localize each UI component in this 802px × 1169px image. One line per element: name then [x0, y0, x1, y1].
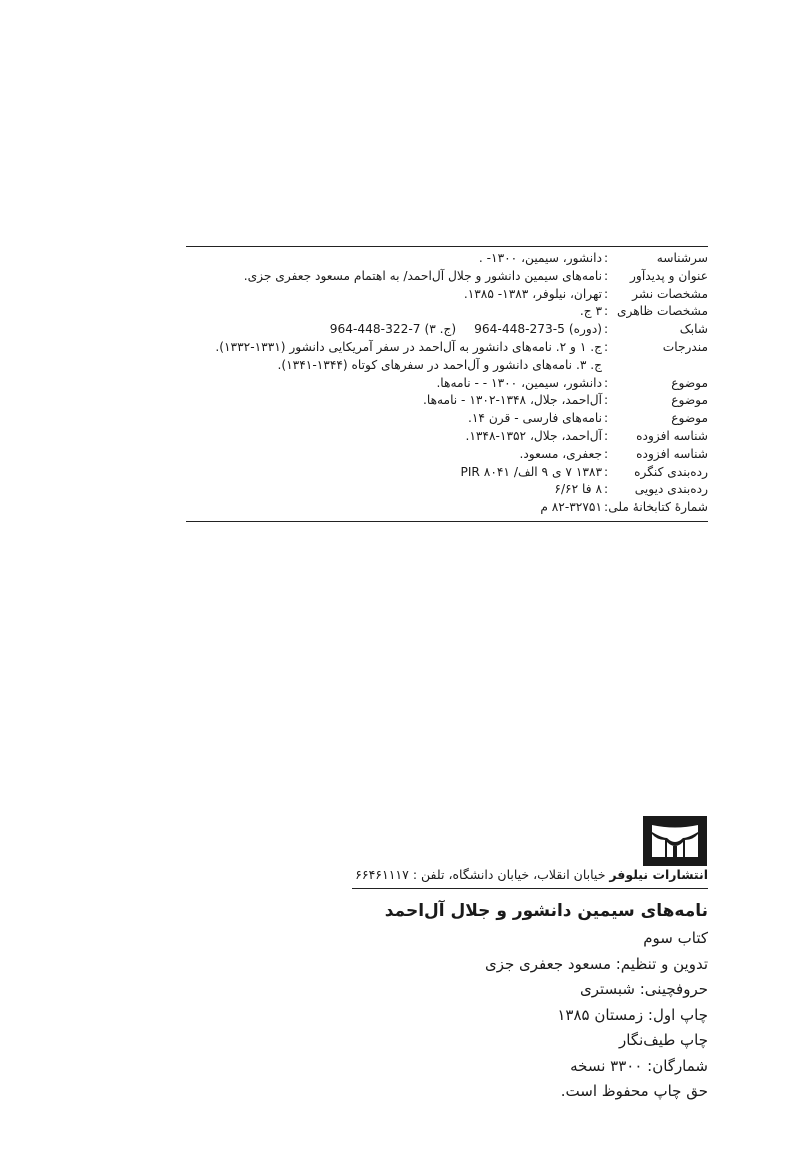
cip-value-line: آل‌احمد، جلال، ۱۳۵۲-۱۳۴۸. — [465, 428, 602, 443]
publisher-line — [352, 867, 708, 882]
publisher-rule — [352, 888, 708, 889]
cip-block — [186, 246, 708, 522]
cip-row — [186, 339, 708, 375]
cip-colon: : — [603, 428, 609, 443]
cip-row — [186, 303, 708, 321]
cip-row — [186, 250, 708, 268]
cip-colon: : — [603, 251, 609, 265]
cip-value-line: ۱۳۸۳ ۷ ی ۹ الف/ PIR ۸۰۴۱ — [460, 464, 602, 479]
cip-row — [186, 410, 708, 428]
cip-value — [186, 339, 602, 375]
cip-row — [186, 481, 708, 499]
cip-label: موضوع — [671, 411, 708, 426]
cip-value-line: نامه‌های سیمین دانشور و جلال آل‌احمد/ به اهتمام مسعود جعفری جزی. — [243, 268, 602, 283]
cip-value — [186, 268, 602, 286]
cip-row — [186, 499, 708, 517]
colophon-line-book-number: کتاب سوم — [643, 929, 708, 947]
cip-row — [186, 464, 708, 482]
cip-value-line: ۸۲-۳۲۷۵۱ م — [540, 500, 602, 515]
cip-colon: : — [603, 464, 609, 479]
cip-colon: : — [603, 393, 609, 408]
isbn-set-tag: (دوره) — [568, 322, 602, 337]
colophon-line-printer: چاپ طیف‌نگار — [619, 1031, 708, 1049]
cip-label: عنوان و پدیدآور — [630, 268, 708, 283]
cip-value-line: ۳ ج. — [579, 304, 602, 319]
cip-label: رده‌بندی دیویی — [634, 482, 708, 497]
cip-value — [186, 499, 602, 517]
cip-value — [186, 286, 602, 304]
cip-label: مشخصات ظاهری — [616, 304, 708, 319]
cip-value-line: تهران، نیلوفر، ۱۳۸۳- ۱۳۸۵. — [463, 286, 602, 301]
cip-colon: : — [603, 322, 609, 337]
colophon-line-print-run: شمارگان: ۳۳۰۰ نسخه — [570, 1056, 708, 1075]
cip-value-line: آل‌احمد، جلال، ۱۳۴۸-۱۳۰۲ - نامه‌ها. — [423, 393, 602, 408]
cip-value — [186, 321, 602, 339]
cip-value — [186, 392, 602, 410]
cip-row — [186, 268, 708, 286]
cip-value-line: جعفری، مسعود. — [519, 446, 602, 461]
cip-colon: : — [603, 411, 609, 426]
colophon-line-editor: تدوین و تنظیم: مسعود جعفری جزی — [484, 954, 708, 973]
cip-bottom-rule — [186, 521, 708, 522]
cip-value — [186, 410, 602, 428]
book-title: نامه‌های سیمین دانشور و جلال آل‌احمد — [384, 901, 708, 921]
cip-label: شابک — [679, 322, 708, 337]
cip-value-line: دانشور، سیمین، ۱۳۰۰- . — [478, 251, 602, 265]
cip-value-line: ۸ فا ۶/۶۲ — [554, 482, 602, 497]
colophon — [380, 896, 708, 1105]
cip-colon: : — [603, 304, 609, 319]
cip-value — [186, 375, 602, 393]
cip-value — [186, 464, 602, 482]
colophon-line-edition: چاپ اول: زمستان ۱۳۸۵ — [557, 1005, 708, 1024]
cip-value-line: ج. ۱ و ۲. نامه‌های دانشور به آل‌احمد در سفر آمریکایی دانشور (۱۳۳۱-۱۳۳۲). — [215, 339, 602, 354]
cip-row — [186, 375, 708, 393]
cip-colon: : — [603, 482, 609, 497]
cip-row — [186, 392, 708, 410]
publisher-logo-icon — [643, 816, 707, 866]
cip-label: رده‌بندی کنگره — [634, 464, 708, 479]
cip-colon: : — [603, 446, 609, 461]
cip-value — [186, 250, 602, 268]
cip-label: مشخصات نشر — [632, 286, 708, 301]
cip-value-line: نامه‌های فارسی - قرن ۱۴. — [467, 411, 602, 426]
isbn-volume-tag: (ج. ۳) — [424, 322, 457, 337]
colophon-line-copyright: حق چاپ محفوظ است. — [560, 1082, 708, 1100]
cip-value — [186, 481, 602, 499]
cip-value — [186, 303, 602, 321]
cip-label: موضوع — [671, 375, 708, 390]
cip-colon: : — [603, 268, 609, 283]
cip-colon: : — [603, 500, 609, 515]
cip-row — [186, 428, 708, 446]
cip-colon: : — [603, 339, 609, 354]
publisher-name: انتشارات نیلوفر — [609, 867, 708, 882]
cip-label: سرشناسه — [656, 251, 708, 265]
cip-value-line: دانشور، سیمین، ۱۳۰۰ - - نامه‌ها. — [436, 375, 602, 390]
cip-value — [186, 428, 602, 446]
cip-label: شناسه افزوده — [636, 446, 708, 461]
cip-row — [186, 286, 708, 304]
cip-value-line: ج. ۳. نامه‌های دانشور و آل‌احمد در سفرهای کوتاه (۱۳۴۴-۱۳۴۱). — [277, 357, 602, 372]
isbn-set-number: 964-448-273-5 — [474, 322, 565, 337]
cip-label: شمارهٔ کتابخانهٔ ملی — [608, 500, 708, 515]
cip-label: مندرجات — [662, 339, 708, 354]
cip-rows — [186, 247, 708, 521]
cip-row — [186, 446, 708, 464]
cip-colon: : — [603, 375, 609, 390]
cip-label: موضوع — [671, 393, 708, 408]
isbn-volume-number: 964-448-322-7 — [329, 322, 421, 337]
cip-label: شناسه افزوده — [636, 428, 708, 443]
publisher-address: خیابان انقلاب، خیابان دانشگاه، تلفن : ۶۶۴۶۱۱۱۷ — [355, 867, 606, 882]
colophon-line-typesetting: حروفچینی: شبستری — [579, 980, 708, 998]
cip-colon: : — [603, 286, 609, 301]
cip-row-isbn — [186, 321, 708, 339]
cip-value — [186, 446, 602, 464]
